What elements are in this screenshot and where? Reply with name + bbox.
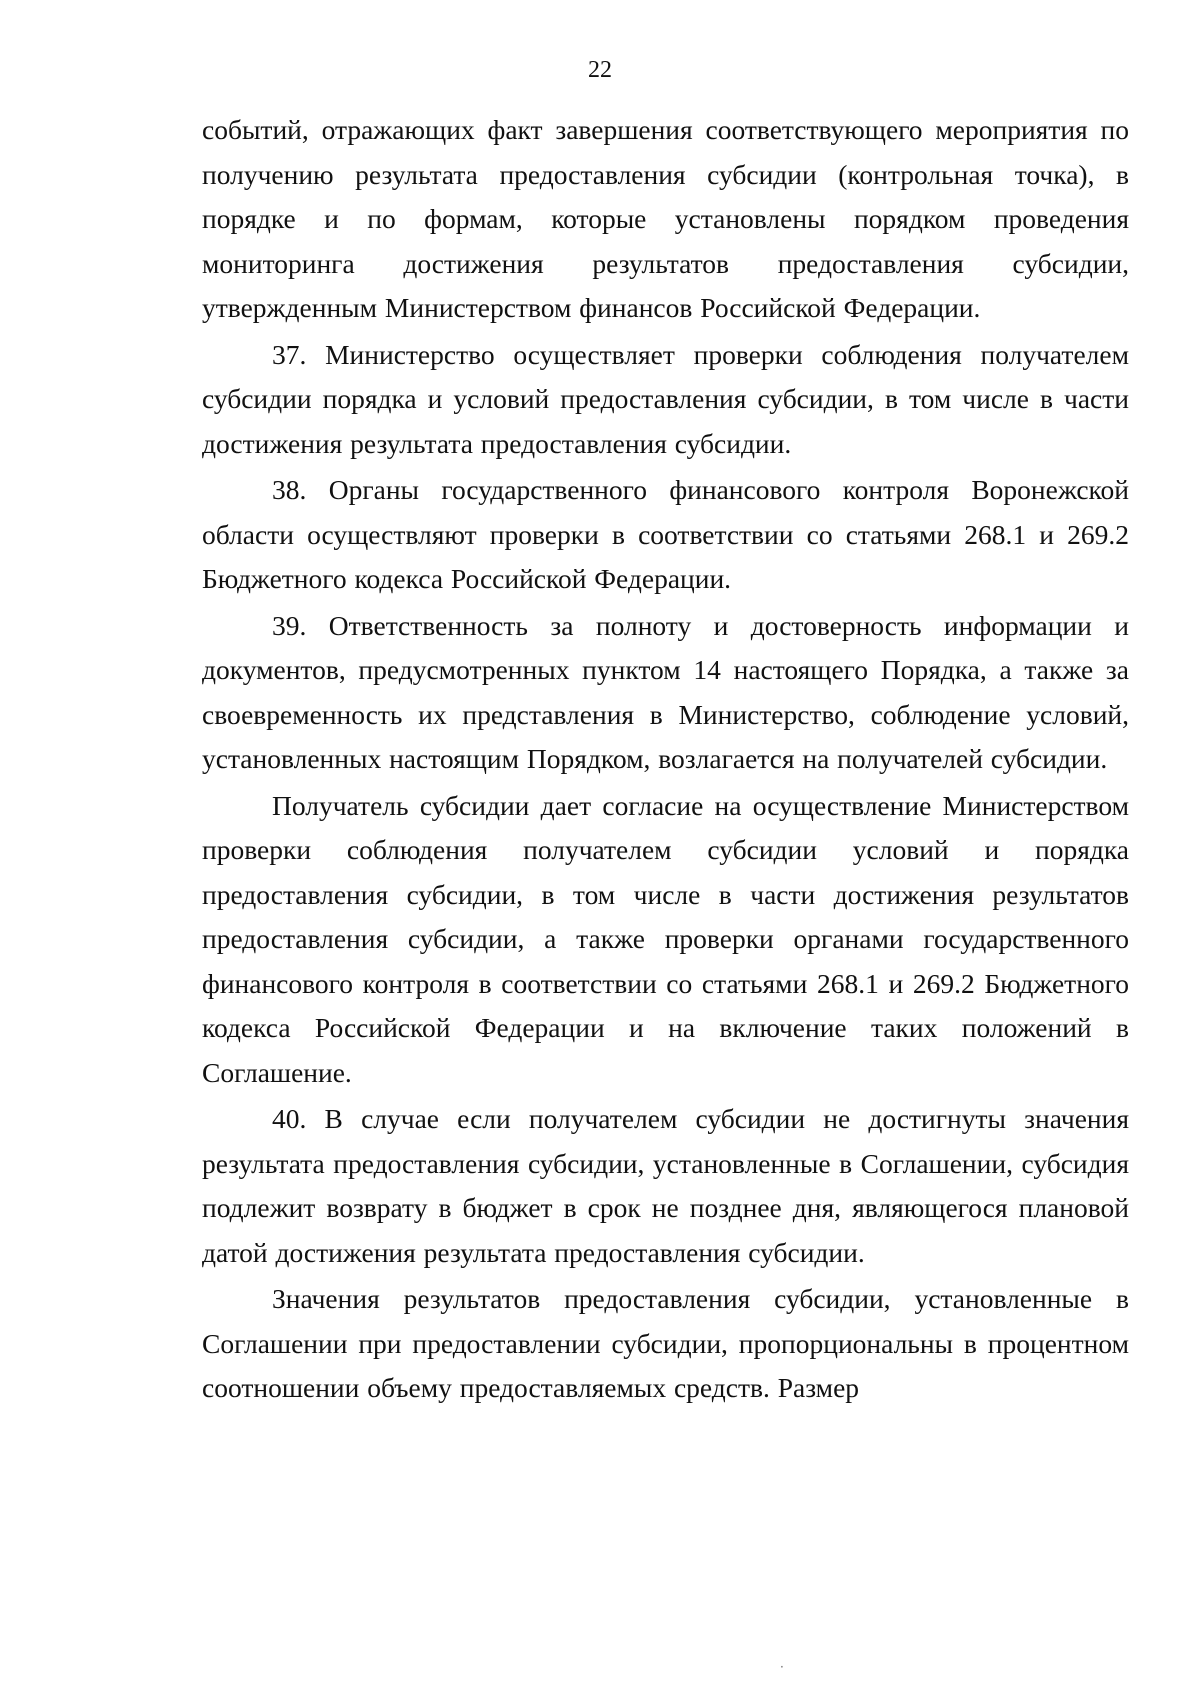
paragraph-result-values: Значения результатов предоставления субсидии, установленные в Соглашении при предоставлении субсидии, пропорциональны в процентном соотношении объему предоставляемых средств. Размер	[202, 1283, 1129, 1403]
scan-artifact: ·	[780, 1660, 784, 1674]
document-body	[202, 108, 1129, 1413]
paragraph-40: 40. В случае если получателем субсидии не достигнуты значения результата предоставления субсидии, установленные в Соглашении, субсидия подлежит возврату в бюджет в срок не позднее дня, являющегося плановой датой достижения результата предоставления субсидии.	[202, 1103, 1129, 1268]
paragraph-38: 38. Органы государственного финансового контроля Воронежской области осуществляют проверки в соответствии со статьями 268.1 и 269.2 Бюджетного кодекса Российской Федерации.	[202, 474, 1129, 594]
paragraph-37: 37. Министерство осуществляет проверки соблюдения получателем субсидии порядка и условий предоставления субсидии, в том числе в части достижения результата предоставления субсидии.	[202, 338, 1129, 459]
paragraph-continuation: событий, отражающих факт завершения соответствующего мероприятия по получению результата предоставления субсидии (контрольная точка), в порядке и по формам, которые установлены порядком проведения мониторинга достижения результатов предоставления субсидии, утвержденным Министерством финансов Российской Федерации.	[202, 114, 1129, 323]
paragraph-consent: Получатель субсидии дает согласие на осуществление Министерством проверки соблюдения получателем субсидии условий и порядка предоставления субсидии, в том числе в части достижения результатов предоставления субсидии, а также проверки органами государственного финансового контроля в соответствии со статьями 268.1 и 269.2 Бюджетного кодекса Российской Федерации и на включение таких положений в Соглашение.	[202, 789, 1129, 1088]
page-number: 22	[588, 57, 612, 83]
paragraph-39: 39. Ответственность за полноту и достоверность информации и документов, предусмотренных пунктом 14 настоящего Порядка, а также за своевременность их представления в Министерство, соблюдение условий, установленных настоящим Порядком, возлагается на получателей субсидии.	[202, 609, 1129, 774]
